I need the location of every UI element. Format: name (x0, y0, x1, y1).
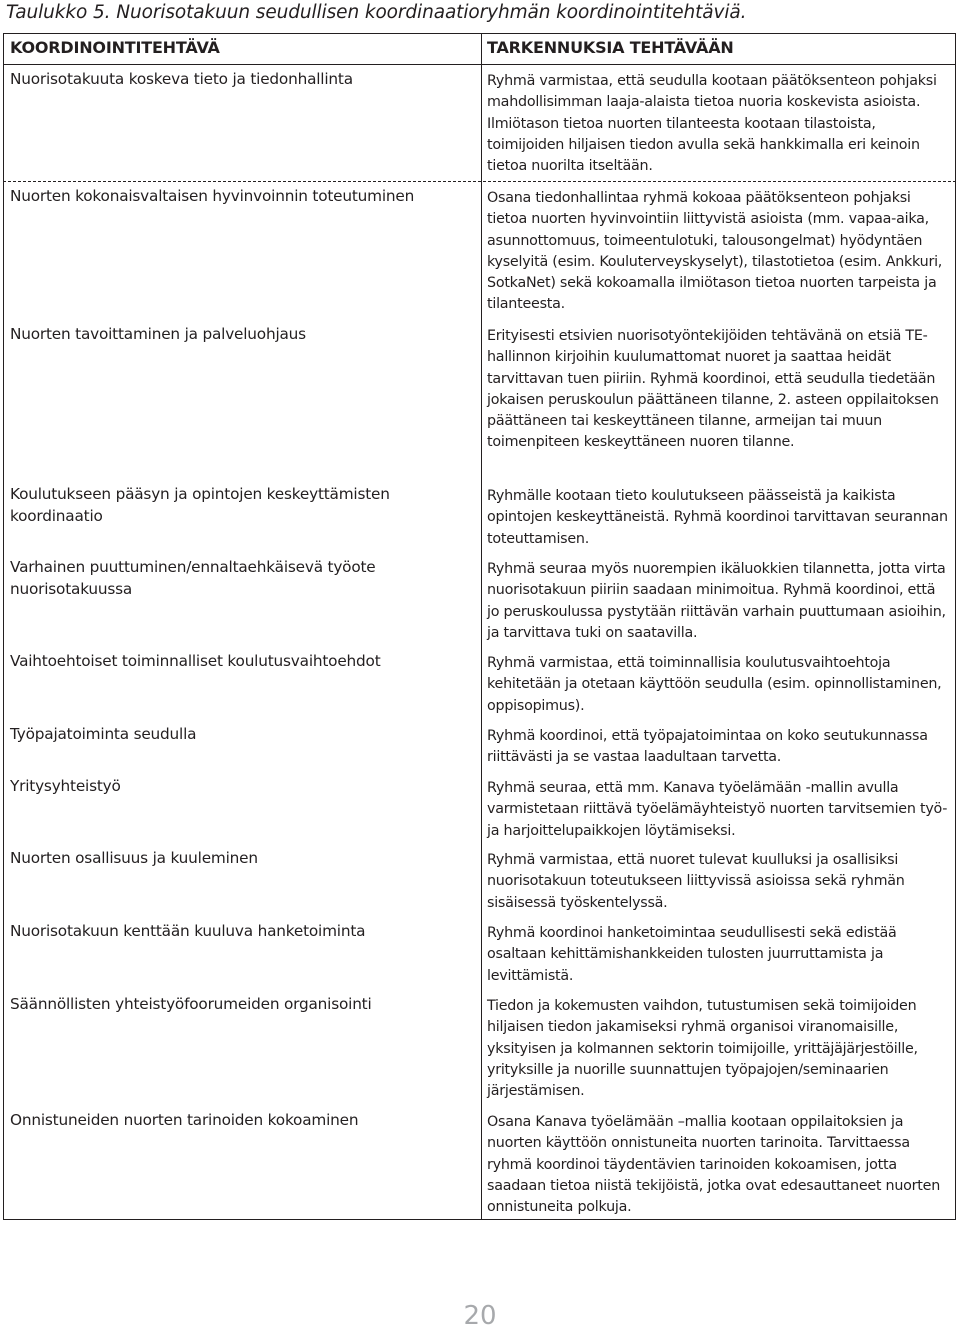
row-detail: Ryhmä varmistaa, että toiminnallisia koulutusvaihtoehtoja kehitetään ja otetaan käyttöön seudulla (esim. opinnollistaminen, oppisopimus). (487, 655, 942, 714)
page-number: 20 (463, 1301, 497, 1331)
table-caption: Taulukko 5. Nuorisotakuun seudullisen koordinaatioryhmän koordinointitehtäviä. (6, 2, 747, 23)
row-detail: Osana tiedonhallintaa ryhmä kokoaa päätöksenteon pohjaksi tietoa nuorten hyvinvointiin liittyvistä asioista (mm. vapaa-aika, asunnottomuus, toimeentulotuki, talousongelmat) hyödyntäen kyselyitä (esim. Kouluterveyskyselyt), tilastotietoa (esim. Ankkuri, SotkaNet) sekä kokoamalla ilmiötason tietoa nuorten tarpeista ja tilanteesta. (487, 190, 943, 313)
row-task: Nuorisotakuun kenttään kuuluva hanketoiminta (10, 922, 366, 940)
header-separator (3, 64, 956, 65)
row-task: Nuorten osallisuus ja kuuleminen (10, 849, 258, 867)
header-detail: TARKENNUKSIA TEHTÄVÄÄN (487, 38, 734, 57)
row-task: Työpajatoiminta seudulla (10, 725, 197, 743)
row-detail: Ryhmä koordinoi, että työpajatoimintaa on koko seutukunnassa riittävästi ja se vastaa laadultaan tarvetta. (487, 728, 928, 766)
row-detail: Ryhmälle kootaan tieto koulutukseen päässeistä ja kaikista opintojen keskeyttäneistä. Ryhmä koordinoi tarvittavan seurannan toteuttamisen. (487, 488, 948, 547)
row-task: Varhainen puuttuminen/ennaltaehkäisevä työote nuorisotakuussa (10, 558, 376, 598)
row-task: Nuorten kokonaisvaltaisen hyvinvoinnin toteutuminen (10, 187, 415, 205)
row-task: Vaihtoehtoiset toiminnalliset koulutusvaihtoehdot (10, 652, 381, 670)
row-task: Yritysyhteistyö (10, 777, 121, 795)
row-detail: Ryhmä varmistaa, että nuoret tulevat kuulluksi ja osallisiksi nuorisotakuun toteutukseen liittyvissä asioissa sekä ryhmän sisäisessä työskentelyssä. (487, 852, 905, 911)
row-detail: Ryhmä seuraa, että mm. Kanava työelämään -mallin avulla varmistetaan riittävä työelämäyhteistyö nuorten tarvitsemien työ- ja harjoittelupaikkojen löytämiseksi. (487, 780, 948, 839)
header-task: KOORDINOINTITEHTÄVÄ (10, 38, 220, 57)
row-task: Nuorten tavoittaminen ja palveluohjaus (10, 325, 306, 343)
row-detail: Osana Kanava työelämään –mallia kootaan oppilaitoksien ja nuorten käyttöön onnistuneita nuorten tarinoita. Tarvittaessa ryhmä koordinoi täydentävien tarinoiden kokoamisen, jotta saadaan tietoa niistä tekijöistä, jotka ovat edesauttaneet nuorten onnistuneita polkuja. (487, 1114, 941, 1216)
row-detail: Tiedon ja kokemusten vaihdon, tutustumisen sekä toimijoiden hiljaisen tiedon jakamiseksi ryhmä organisoi viranomaisille, yksityisen ja kolmannen sektorin toimijoille, yrittäjäjärjestöille, yrityksille ja nuorille suunnattujen työpajojen/seminaarien järjestämisen. (487, 998, 918, 1100)
column-divider (481, 33, 482, 1220)
row-detail: Ryhmä varmistaa, että seudulla kootaan päätöksenteon pohjaksi mahdollisimman laaja-alaista tietoa nuoria koskevista asioista. Ilmiötason tietoa nuorten tilanteesta kootaan tilastoista, toimijoiden hiljaisen tiedon avulla sekä hankkimalla eri keinoin tietoa nuorilta itseltään. (487, 73, 937, 175)
row-task: Onnistuneiden nuorten tarinoiden kokoaminen (10, 1111, 359, 1129)
row-detail: Erityisesti etsivien nuorisotyöntekijöiden tehtävänä on etsiä TE-hallinnon kirjoihin kuulumattomat nuoret ja saattaa heidät tarvittavan tuen piiriin. Ryhmä koordinoi, että seudulla tiedetään jokaisen peruskoulun päättäneen tilanne, 2. asteen oppilaitoksen päättäneen tai keskeyttäneen tilanne, armeijan tai muun toimenpiteen keskeyttäneen nuoren tilanne. (487, 328, 939, 451)
row-task: Säännöllisten yhteistyöfoorumeiden organisointi (10, 995, 372, 1013)
row-detail: Ryhmä seuraa myös nuorempien ikäluokkien tilannetta, jotta virta nuorisotakuun piiriin saadaan minimoitua. Ryhmä koordinoi, että jo peruskoulussa pystytään riittävän varhain puuttumaan asioihin, ja tarvittava tuki on saatavilla. (487, 561, 946, 641)
row-task: Koulutukseen pääsyn ja opintojen keskeyttämisten koordinaatio (10, 485, 390, 525)
dashed-row-separator (3, 181, 956, 182)
row-detail: Ryhmä koordinoi hanketoimintaa seudullisesti sekä edistää osaltaan kehittämishankkeiden tulosten juurruttamista ja levittämistä. (487, 925, 897, 984)
row-task: Nuorisotakuuta koskeva tieto ja tiedonhallinta (10, 70, 353, 88)
